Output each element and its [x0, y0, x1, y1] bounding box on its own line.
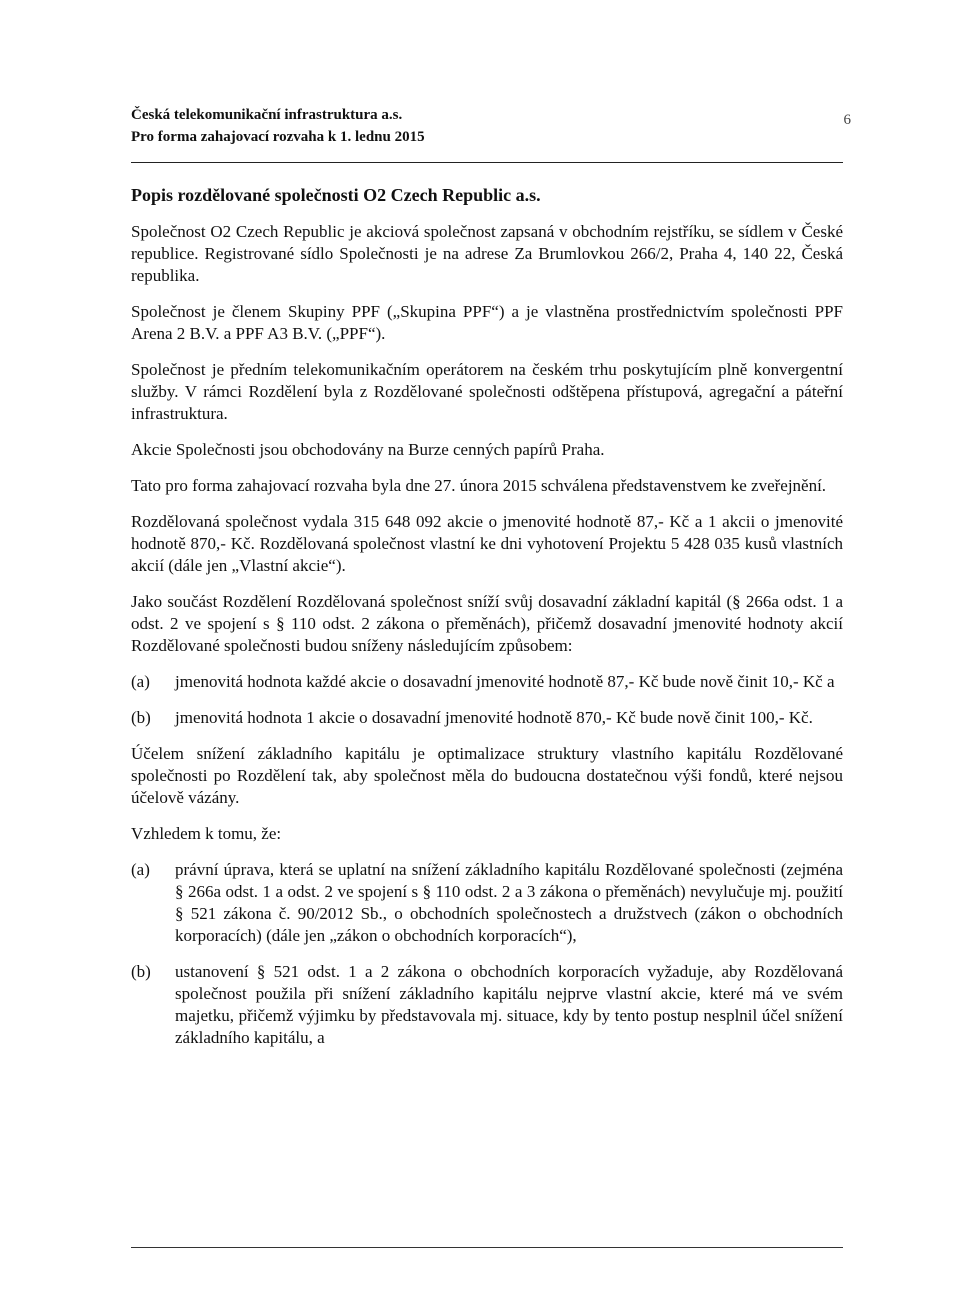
list-item: [131, 671, 843, 693]
list-item-text: ustanovení § 521 odst. 1 a 2 zákona o obchodních korporacích vyžaduje, aby Rozdělovaná společnost použila při snížení základního kapitálu nejprve vlastní akcie, které má ve svém majetku, přičemž výjimku by představovala mj. situace, kdy by tento postup nesplnil účel snížení základního kapitálu, a: [175, 962, 843, 1047]
list-item: [131, 707, 843, 729]
list-item-label: (b): [131, 962, 151, 981]
list-item-label: (a): [131, 860, 150, 879]
paragraph-capital-reduction: Jako součást Rozdělení Rozdělovaná společnost sníží svůj dosavadní základní kapitál (§ 266a odst. 1 a odst. 2 ve spojení s § 110 odst. 2 zákona o přeměnách), přičemž dosavadní jmenovité hodnoty akcií Rozdělované společnosti budou sníženy následujícím způsobem:: [131, 592, 843, 655]
page-number: 6: [843, 112, 851, 128]
document-body: [131, 183, 843, 1063]
list-item-text: právní úprava, která se uplatní na snížení základního kapitálu Rozdělované společnosti (zejména § 266a odst. 1 a odst. 2 ve spojení s § 110 odst. 2 a 3 zákona o přeměnách) nevylučuje mj. použití § 521 zákona č. 90/2012 Sb., o obchodních společnostech a družstvech (zákon o obchodních korporacích) (dále jen „zákon o obchodních korporacích“),: [175, 860, 843, 945]
list-item-text: jmenovitá hodnota 1 akcie o dosavadní jmenovité hodnotě 870,- Kč bude nově činit 100,- Kč.: [175, 708, 813, 727]
list-item: [131, 961, 843, 1049]
paragraph-group-membership: Společnost je členem Skupiny PPF („Skupina PPF“) a je vlastněna prostřednictvím společnosti PPF Arena 2 B.V. a PPF A3 B.V. („PPF“).: [131, 302, 843, 343]
paragraph-company-registration: Společnost O2 Czech Republic je akciová společnost zapsaná v obchodním rejstříku, se sídlem v České republice. Registrované sídlo Společnosti je na adrese Za Brumlovkou 266/2, Praha 4, 140 22, Česká republika.: [131, 222, 843, 285]
header-company-name: Česká telekomunikační infrastruktura a.s.: [131, 107, 403, 123]
section-title: Popis rozdělované společnosti O2 Czech Republic a.s.: [131, 185, 541, 205]
paragraph-purpose: Účelem snížení základního kapitálu je optimalizace struktury vlastního kapitálu Rozdělované společnosti po Rozdělení tak, aby společnost měla do budoucna dostatečnou výši fondů, které nejsou účelově vázány.: [131, 744, 843, 807]
list-item: [131, 859, 843, 947]
paragraph-whereas: Vzhledem k tomu, že:: [131, 824, 282, 843]
footer-divider: [131, 1247, 843, 1248]
list-item-label: (b): [131, 708, 151, 727]
list-item-label: (a): [131, 672, 150, 691]
paragraph-operator-description: Společnost je předním telekomunikačním operátorem na českém trhu poskytujícím plně konvergentní služby. V rámci Rozdělení byla z Rozdělované společnosti odštěpena přístupová, agregační a páteřní infrastruktura.: [131, 360, 843, 423]
paragraph-shares-issued: Rozdělovaná společnost vydala 315 648 092 akcie o jmenovité hodnotě 87,- Kč a 1 akcii o jmenovité hodnotě 870,- Kč. Rozdělovaná společnost vlastní ke dni vyhotovení Projektu 5 428 035 kusů vlastních akcií (dále jen „Vlastní akcie“).: [131, 512, 843, 575]
header-document-title: Pro forma zahajovací rozvaha k 1. lednu 2015: [131, 129, 425, 145]
page-header: [131, 104, 851, 148]
list-item-text: jmenovitá hodnota každé akcie o dosavadní jmenovité hodnotě 87,- Kč bude nově činit 10,- Kč a: [175, 672, 835, 691]
header-divider: [131, 162, 843, 163]
paragraph-stock-exchange: Akcie Společnosti jsou obchodovány na Burze cenných papírů Praha.: [131, 440, 605, 459]
paragraph-approval: Tato pro forma zahajovací rozvaha byla dne 27. února 2015 schválena představenstvem ke zveřejnění.: [131, 476, 827, 495]
